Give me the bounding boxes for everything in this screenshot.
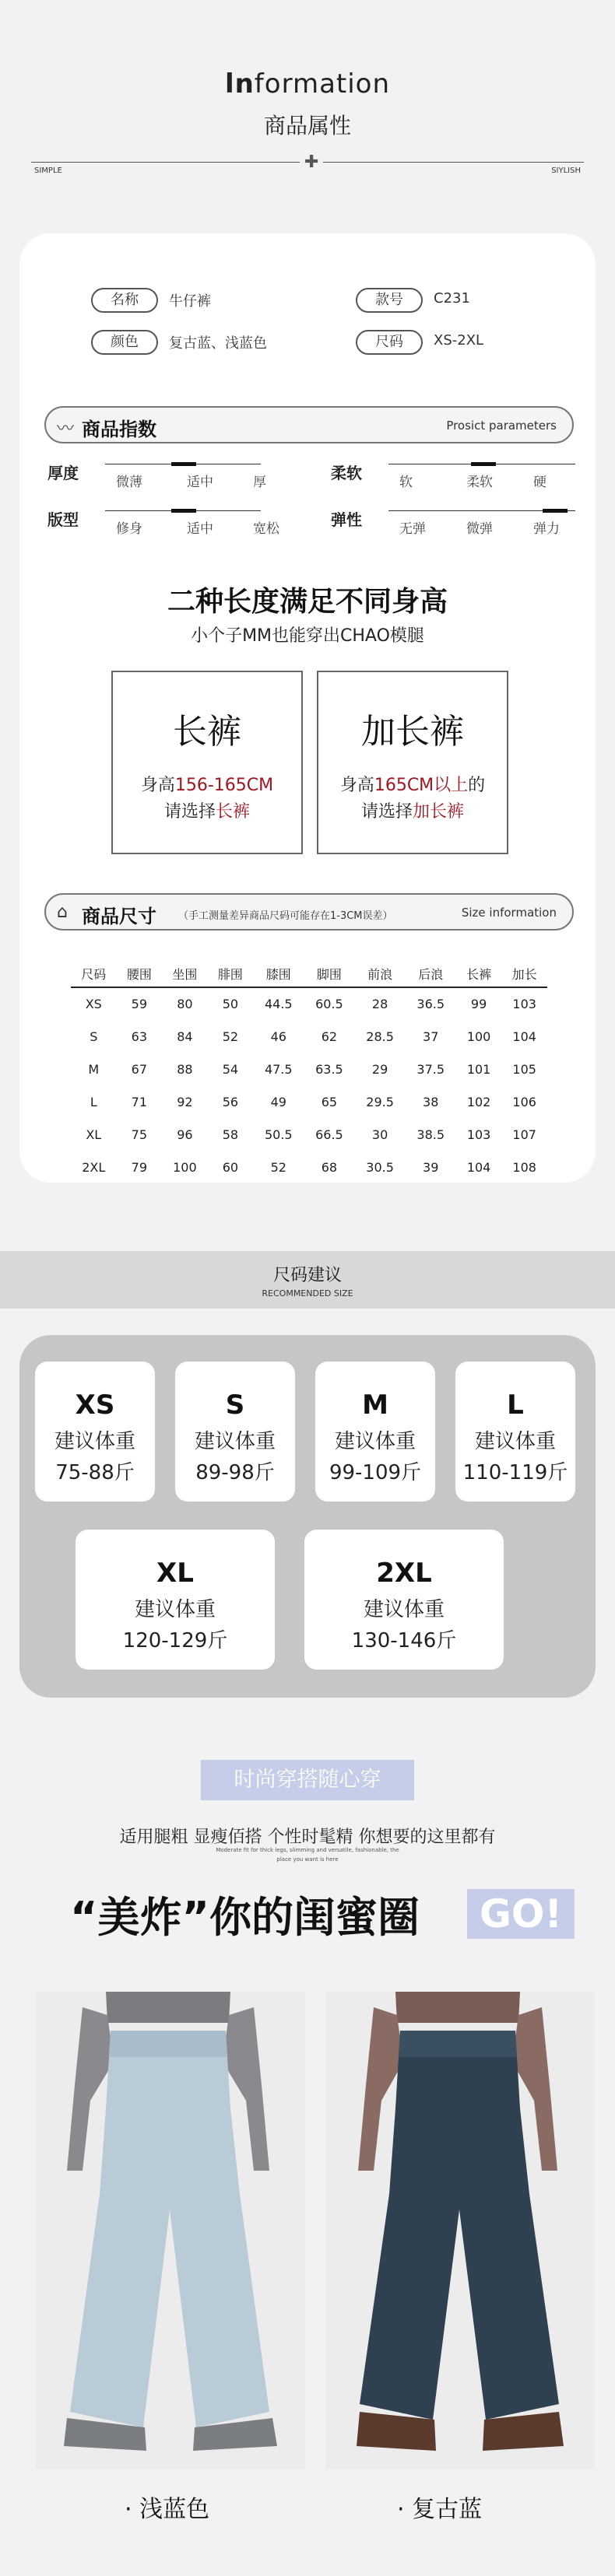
size-recommend-card: [304, 1530, 504, 1670]
size-col-header: 坐围: [162, 961, 208, 987]
size-cell: 92: [177, 1094, 193, 1109]
length-title: 二种长度满足不同身高: [167, 586, 448, 618]
recommend-weight-label: 建议体重: [363, 1598, 445, 1621]
attr-value-style: C231: [434, 290, 470, 307]
size-cell: 65: [321, 1094, 338, 1109]
size-col-header: 膝围: [253, 961, 304, 987]
color-caption-light-blue: · 浅蓝色: [125, 2496, 210, 2523]
size-cell: 100: [466, 1029, 491, 1044]
size-cell: 37.5: [416, 1061, 445, 1077]
size-table-row: [71, 1085, 547, 1118]
length-box-title: 加长裤: [361, 712, 464, 752]
size-cell: 67: [131, 1061, 147, 1077]
size-cell: 60: [222, 1159, 239, 1175]
recommend-weight-range: 110-119斤: [462, 1461, 568, 1484]
recommend-weight-label: 建议体重: [134, 1598, 216, 1621]
info-title-en: lnformation: [224, 68, 391, 100]
recommend-bar: [0, 1251, 615, 1309]
size-cell: 104: [512, 1029, 536, 1044]
size-cell: 38.5: [416, 1127, 445, 1142]
size-cell: 103: [466, 1127, 491, 1142]
size-cell: 59: [131, 997, 147, 1011]
size-cell: 44.5: [264, 997, 293, 1011]
index-option: 无弹: [399, 521, 426, 537]
index-marker: [171, 509, 196, 513]
size-cell: 99: [470, 997, 487, 1011]
attr-label-size: 尺码: [356, 330, 423, 355]
size-recommend-card: [35, 1362, 155, 1502]
size-cell: 54: [222, 1061, 239, 1077]
size-table-row: [71, 987, 547, 1020]
size-cell: 63: [131, 1029, 147, 1044]
recommend-weight-label: 建议体重: [54, 1430, 135, 1453]
length-box-height: 身高165CM以上的: [339, 776, 486, 795]
fashion-banner-text: 时尚穿搭随心穿: [234, 1768, 381, 1792]
tag-icon: ⌂: [57, 902, 68, 922]
length-box-regular: [111, 671, 303, 854]
size-cell: 75: [131, 1127, 147, 1142]
size-col-header: 加长: [501, 961, 547, 987]
recommend-size: XS: [75, 1390, 115, 1421]
size-cell: 103: [512, 997, 536, 1011]
trend-icon: 〰: [57, 419, 75, 439]
index-option: 柔软: [466, 475, 493, 490]
size-info-title: 商品尺寸: [82, 906, 156, 927]
attr-label-name: 名称: [91, 288, 158, 313]
index-label-softness: 柔软: [331, 464, 362, 482]
recommend-area: [19, 1335, 596, 1698]
size-cell: 66.5: [315, 1127, 343, 1142]
size-cell: 105: [512, 1061, 536, 1077]
index-option: 适中: [187, 475, 213, 490]
product-index-bar: [44, 406, 574, 443]
size-cell: 102: [466, 1094, 491, 1109]
size-recommend-card: [76, 1530, 275, 1670]
cross-icon: ✚: [300, 152, 323, 172]
size-cell: 47.5: [264, 1061, 293, 1077]
size-cell: XL: [86, 1127, 102, 1142]
slogan: “美炸”你的闺蜜圈: [70, 1893, 420, 1942]
size-cell: 100: [173, 1159, 197, 1175]
size-cell: 104: [466, 1159, 491, 1175]
recommend-weight-label: 建议体重: [334, 1430, 416, 1453]
size-cell: L: [90, 1094, 97, 1109]
recommend-weight-range: 120-129斤: [122, 1629, 228, 1652]
attr-label-style: 款号: [356, 288, 423, 313]
size-cell: 58: [222, 1127, 239, 1142]
size-recommend-card: [455, 1362, 575, 1502]
length-subtitle: 小个子MM也能穿出CHAO模腿: [191, 626, 424, 646]
recommend-weight-label: 建议体重: [194, 1430, 276, 1453]
size-table-row: [71, 1151, 547, 1183]
index-option: 微弹: [466, 521, 493, 537]
size-table-row: [71, 1020, 547, 1053]
size-info-subtitle: Size information: [461, 906, 557, 920]
attr-value-name: 牛仔裤: [169, 293, 211, 310]
recommend-size: M: [362, 1390, 388, 1421]
vintage-blue-jeans-photo: [325, 1992, 595, 2469]
product-info-card: [19, 233, 596, 1183]
recommend-size: S: [225, 1390, 245, 1421]
size-info-note: （手工测量差异商品尺码可能存在1-3CM误差）: [178, 910, 393, 922]
color-caption-vintage-blue: · 复古蓝: [397, 2496, 483, 2523]
size-cell: 60.5: [315, 997, 343, 1011]
index-label-fit: 版型: [47, 510, 79, 529]
fashion-tagline-en-1: Moderate fit for thick legs, slimming and versatile, fashionable, the: [216, 1847, 399, 1853]
index-option: 适中: [187, 521, 213, 537]
size-cell: 52: [270, 1159, 286, 1175]
product-index-title: 商品指数: [82, 419, 156, 440]
size-cell: 80: [177, 997, 193, 1011]
size-cell: XS: [85, 997, 102, 1011]
size-cell: 30.5: [366, 1159, 394, 1175]
size-cell: 106: [512, 1094, 536, 1109]
size-cell: 2XL: [82, 1159, 106, 1175]
fashion-tagline-en-2: place you want is here: [276, 1856, 339, 1863]
size-cell: 96: [177, 1127, 193, 1142]
size-cell: 101: [466, 1061, 491, 1077]
size-cell: 30: [371, 1127, 388, 1142]
size-recommend-card: [315, 1362, 435, 1502]
size-col-header: 腓围: [208, 961, 254, 987]
length-box-extended: [317, 671, 508, 854]
index-marker: [543, 509, 568, 513]
size-col-header: 前浪: [355, 961, 406, 987]
recommend-weight-range: 89-98斤: [195, 1461, 275, 1484]
size-cell: 52: [222, 1029, 239, 1044]
size-col-header: 腰围: [117, 961, 163, 987]
size-recommend-card: [175, 1362, 295, 1502]
size-table-header: [71, 961, 547, 987]
attr-label-color: 颜色: [91, 330, 158, 355]
size-col-header: 脚围: [304, 961, 354, 987]
size-cell: 39: [423, 1159, 439, 1175]
size-cell: 28: [371, 997, 388, 1011]
size-cell: 84: [177, 1029, 193, 1044]
index-option: 宽松: [253, 521, 279, 537]
size-cell: S: [90, 1029, 98, 1044]
recommend-title: 尺码建议: [272, 1266, 342, 1285]
recommend-subtitle: RECOMMENDED SIZE: [262, 1288, 353, 1299]
size-cell: 108: [512, 1159, 536, 1175]
size-cell: 71: [131, 1094, 147, 1109]
size-info-bar: [44, 893, 574, 931]
index-marker: [171, 462, 196, 466]
simple-tag: SIMPLE: [34, 166, 62, 175]
recommend-size: 2XL: [376, 1558, 432, 1589]
product-index-subtitle: Prosict parameters: [446, 419, 557, 433]
size-cell: M: [88, 1061, 100, 1077]
length-box-title: 长裤: [173, 712, 241, 752]
length-box-choose: 请选择加长裤: [360, 802, 465, 822]
index-label-thickness: 厚度: [47, 464, 79, 482]
fashion-banner: [201, 1760, 414, 1800]
stylish-tag: SIYLISH: [551, 166, 581, 175]
length-box-height: 身高156-165CM: [140, 776, 274, 795]
size-table: [71, 961, 547, 1183]
size-col-header: 尺码: [71, 961, 117, 987]
index-option: 弹力: [533, 521, 560, 537]
index-option: 硬: [533, 475, 546, 490]
size-cell: 36.5: [416, 997, 445, 1011]
size-col-header: 后浪: [406, 961, 456, 987]
index-label-elasticity: 弹性: [331, 510, 362, 529]
recommend-size: L: [507, 1390, 524, 1421]
recommend-weight-range: 130-146斤: [351, 1629, 457, 1652]
size-cell: 28.5: [366, 1029, 394, 1044]
size-cell: 37: [423, 1029, 439, 1044]
info-header: [0, 0, 615, 233]
size-table-row: [71, 1118, 547, 1151]
size-table-row: [71, 1053, 547, 1085]
fashion-tagline: 适用腿粗 显瘦佰搭 个性时髦精 你想要的这里都有: [119, 1828, 496, 1847]
size-cell: 29.5: [366, 1094, 394, 1109]
size-cell: 79: [131, 1159, 147, 1175]
size-cell: 62: [321, 1029, 338, 1044]
light-blue-jeans-photo: [36, 1992, 305, 2469]
size-cell: 29: [371, 1061, 388, 1077]
index-option: 软: [399, 475, 413, 490]
size-cell: 49: [270, 1094, 286, 1109]
size-cell: 50.5: [264, 1127, 293, 1142]
size-cell: 38: [423, 1094, 439, 1109]
recommend-weight-range: 99-109斤: [329, 1461, 422, 1484]
size-cell: 63.5: [315, 1061, 343, 1077]
index-option: 修身: [116, 521, 142, 537]
index-option: 厚: [253, 475, 266, 490]
length-box-choose: 请选择长裤: [163, 802, 251, 822]
attr-value-color: 复古蓝、浅蓝色: [169, 335, 267, 352]
size-cell: 50: [222, 997, 239, 1011]
recommend-weight-label: 建议体重: [474, 1430, 556, 1453]
size-cell: 56: [222, 1094, 239, 1109]
attr-value-size: XS-2XL: [434, 332, 484, 349]
recommend-size: XL: [156, 1558, 194, 1589]
info-title-cn: 商品属性: [263, 113, 351, 138]
go-badge: GO!: [467, 1889, 575, 1939]
recommend-weight-range: 75-88斤: [55, 1461, 135, 1484]
size-cell: 46: [270, 1029, 286, 1044]
size-cell: 68: [321, 1159, 338, 1175]
size-cell: 107: [512, 1127, 536, 1142]
size-col-header: 长裤: [456, 961, 502, 987]
size-cell: 88: [177, 1061, 193, 1077]
index-marker: [471, 462, 496, 466]
index-option: 微薄: [116, 475, 142, 490]
